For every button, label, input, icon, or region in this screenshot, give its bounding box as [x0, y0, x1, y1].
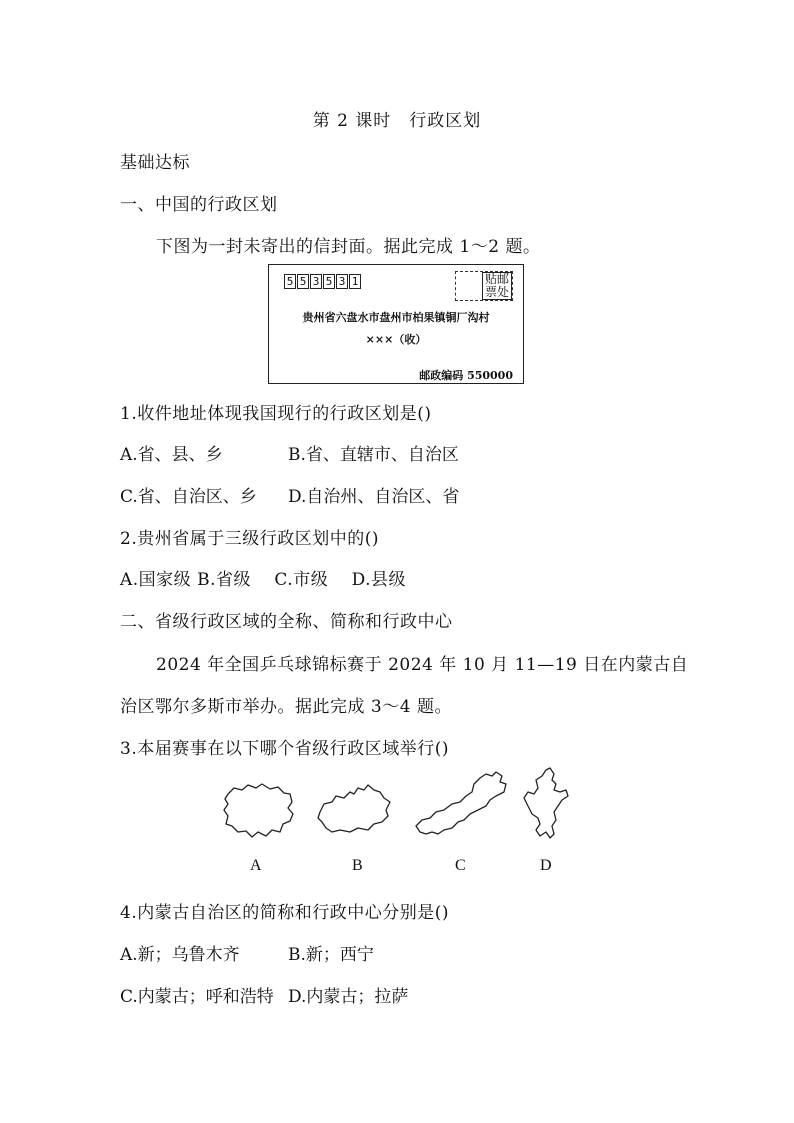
zip-digit: 5: [323, 274, 335, 289]
map-option-a-outline: [220, 780, 300, 842]
q1-option-b: B.省、直辖市、自治区: [288, 445, 459, 465]
envelope-postcode: 邮政编码 550000: [419, 369, 513, 382]
part2-heading: 二、省级行政区域的全称、简称和行政中心: [120, 612, 453, 632]
zip-digit: 5: [297, 274, 309, 289]
zip-digit: 5: [284, 274, 296, 289]
zip-code-boxes: [284, 274, 361, 289]
envelope-address: 贵州省六盘水市盘州市柏果镇铜厂沟村: [302, 311, 490, 324]
q1-option-a: A.省、县、乡: [120, 445, 223, 465]
map-option-c-outline: [412, 770, 512, 842]
stamp-label: 贴邮票处: [482, 272, 512, 300]
part2-intro-line2: 治区鄂尔多斯市举办。据此完成 3～4 题。: [120, 697, 452, 717]
q1-stem: 1.收件地址体现我国现行的行政区划是(): [120, 404, 432, 424]
page-title: 第 2 课时 行政区划: [312, 111, 482, 131]
envelope-recipient: ×××（收）: [365, 333, 427, 346]
q4-option-b: B.新；西宁: [288, 945, 374, 965]
stamp-area: [455, 271, 513, 301]
zip-digit: 3: [310, 274, 322, 289]
q4-option-d: D.内蒙古；拉萨: [288, 987, 409, 1007]
q4-option-c: C.内蒙古；呼和浩特: [120, 987, 274, 1007]
envelope-figure: [268, 264, 524, 384]
q4-option-a: A.新；乌鲁木齐: [120, 945, 240, 965]
zip-digit: 1: [349, 274, 361, 289]
q1-option-c: C.省、自治区、乡: [120, 487, 257, 507]
map-label-a: A: [250, 857, 262, 874]
map-option-b-outline: [314, 782, 394, 840]
zip-digit: 3: [336, 274, 348, 289]
map-label-d: D: [540, 857, 552, 874]
part2-intro-line1: 2024 年全国乒乓球锦标赛于 2024 年 10 月 11—19 日在内蒙古自: [156, 655, 689, 675]
map-label-c: C: [455, 857, 466, 874]
part1-intro: 下图为一封未寄出的信封面。据此完成 1～2 题。: [156, 237, 541, 257]
q2-stem: 2.贵州省属于三级行政区划中的(): [120, 529, 379, 549]
q3-stem: 3.本届赛事在以下哪个省级行政区域举行(): [120, 739, 449, 759]
q4-stem: 4.内蒙古自治区的简称和行政中心分别是(): [120, 903, 449, 923]
section-basic: 基础达标: [120, 153, 190, 173]
map-option-d-outline: [520, 766, 572, 842]
q2-options: A.国家级 B.省级 C.市级 D.县级: [120, 570, 407, 590]
q1-option-d: D.自治州、自治区、省: [288, 487, 460, 507]
part1-heading: 一、中国的行政区划: [120, 195, 278, 215]
map-label-b: B: [352, 857, 363, 874]
